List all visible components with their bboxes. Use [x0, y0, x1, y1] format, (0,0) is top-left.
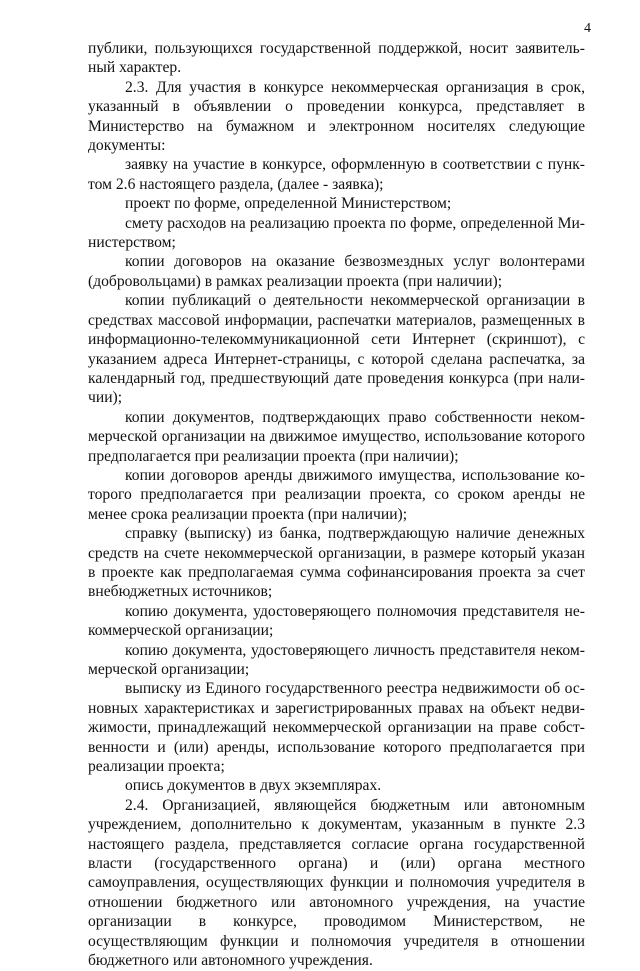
- list-item-volunteer-contracts: копии договоров на оказание безвозмездных услуг волонтерами (добровольцами) в рамках реализации проекта (при наличии);: [88, 253, 585, 290]
- list-item-application: заявку на участие в конкурсе, оформленную в соответствии с пунктом 2.6 настоящего раздела, (далее - заявка);: [88, 156, 585, 193]
- list-item-representative-identity: копию документа, удостоверяющего личность представителя некоммерческой организации;: [88, 641, 585, 678]
- list-item-publications: копии публикаций о деятельности некоммерческой организации в средствах массовой информации, распечатки материалов, размещенных в информационно-телекоммуникационной сети Интернет (скриншот), с указанием адреса Интернет-страницы, с которой сделана распечатка, за календарный год, предшествующий дате проведения конкурса (при наличии);: [88, 292, 585, 407]
- list-item-bank-statement: справку (выписку) из банка, подтверждающую наличие денежных средств на счете некоммерческой организации, в размере который указан в проекте как предполагаемая сумма софинансирования проекта за счет внебюджетных источников;: [88, 525, 585, 601]
- list-item-inventory: опись документов в двух экземплярах.: [125, 777, 382, 795]
- paragraph-continuation: публики, пользующихся государственной поддержкой, носит заявительный характер.: [88, 40, 585, 77]
- paragraph-2-3: 2.3. Для участия в конкурсе некоммерческая организация в срок, указанный в объявлении о проведении конкурса, представляет в Министерство на бумажном и электронном носителях следующие документы:: [88, 78, 585, 155]
- page-number: 4: [584, 21, 591, 36]
- document-body: [88, 39, 585, 971]
- list-item-project: проект по форме, определенной Министерством;: [125, 195, 452, 213]
- list-item-real-estate-extract: выписку из Единого государственного реестра недвижимости об основных характеристиках и зарегистрированных правах на объект недвижимости, принадлежащий некоммерческой организации на праве собственности и (или) аренды, использование которого предполагается при реализации проекта;: [88, 680, 585, 776]
- list-item-lease-contracts: копии договоров аренды движимого имущества, использование которого предполагается при реализации проекта, со сроком аренды не менее срока реализации проекта (при наличии);: [88, 466, 585, 523]
- list-item-representative-authority: копию документа, удостоверяющего полномочия представителя некоммерческой организации;: [88, 602, 585, 640]
- list-item-ownership-documents: копии документов, подтверждающих право собственности некоммерческой организации на движимое имущество, использование которого предполагается при реализации проекта (при наличии);: [88, 408, 585, 465]
- paragraph-2-4: 2.4. Организацией, являющейся бюджетным или автономным учреждением, дополнительно к документам, указанным в пункте 2.3 настоящего раздела, представляется согласие органа государственной власти (государственного органа) и (или) органа местного самоуправления, осуществляющих функции и полномочия учредителя в отношении бюджетного или автономного учреждения, на участие организации в конкурсе, проводимом Министерством, не осуществляющим функции и полномочия учредителя в отношении бюджетного или автономного учреждения.: [88, 796, 585, 970]
- list-item-budget-estimate: смету расходов на реализацию проекта по форме, определенной Министерством;: [88, 214, 585, 252]
